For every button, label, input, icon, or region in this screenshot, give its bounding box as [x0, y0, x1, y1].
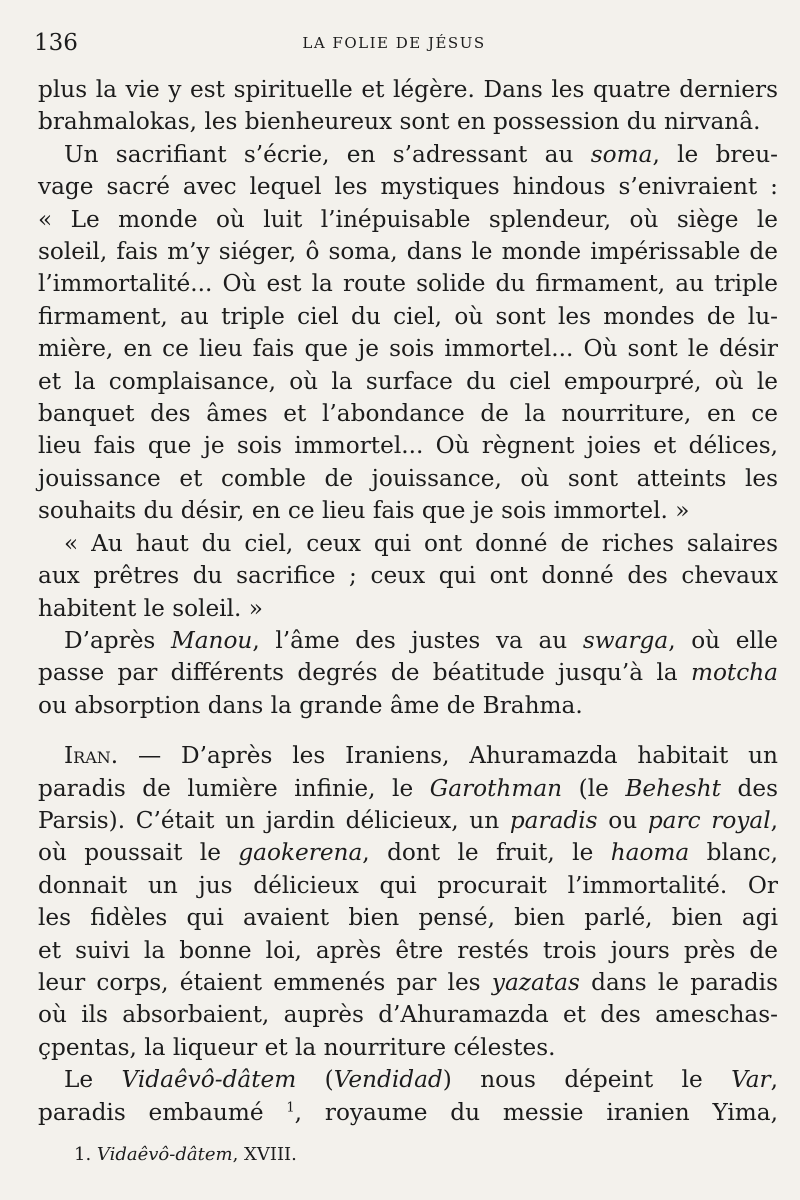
text-line — [38, 301, 778, 333]
italic-term: Var — [731, 1066, 771, 1094]
text-line — [38, 740, 778, 772]
footnote-rest: , XVIII. — [232, 1144, 297, 1165]
text-line — [38, 139, 778, 171]
italic-term: Garothman — [429, 774, 563, 802]
text-line — [38, 528, 778, 560]
text-line — [38, 74, 778, 106]
text-segment: , où elle — [668, 626, 778, 654]
text-segment: soleil, fais m’y siéger, ô soma, dans le monde impérissable de — [38, 238, 778, 266]
text-line — [38, 773, 778, 805]
text-segment: ( — [296, 1066, 334, 1094]
italic-term: Vendidad — [333, 1066, 443, 1094]
text-line — [38, 690, 778, 722]
text-segment: (le — [562, 774, 626, 802]
page-number: 136 — [34, 30, 78, 56]
italic-term: paradis — [509, 806, 598, 834]
text-line — [38, 463, 778, 495]
text-line — [38, 398, 778, 430]
footnote-title: Vidaêvô-dâtem — [96, 1144, 233, 1165]
text-segment: où poussait le — [38, 839, 239, 867]
text-segment: firmament, au triple ciel du ciel, où sont les mondes de lu- — [38, 302, 778, 330]
section-label: Iran — [64, 742, 111, 770]
text-segment: les fidèles qui avaient bien pensé, bien parlé, bien agi — [38, 904, 778, 932]
text-line — [38, 935, 778, 967]
text-line — [38, 560, 778, 592]
text-segment: , royaume du messie iranien Yima, — [294, 1098, 778, 1126]
text-segment: çpentas, la liqueur et la nourriture célestes. — [38, 1033, 556, 1061]
footnote — [74, 1144, 297, 1165]
text-line — [38, 495, 778, 527]
text-segment: « Le monde où luit l’inépuisable splendeur, où siège le — [38, 205, 778, 233]
italic-term: Behesht — [625, 774, 721, 802]
text-line — [38, 171, 778, 203]
text-line — [38, 366, 778, 398]
italic-term: Manou — [170, 626, 253, 654]
body-text — [38, 74, 778, 1129]
italic-term: swarga — [582, 626, 669, 654]
text-segment: l’immortalité... Où est la route solide du firmament, au triple — [38, 270, 778, 298]
text-line — [38, 236, 778, 268]
text-segment: brahmalokas, les bienheureux sont en possession du nirvanâ. — [38, 108, 761, 136]
italic-term: parc royal — [647, 806, 771, 834]
italic-term: yazatas — [491, 968, 580, 996]
text-segment: souhaits du désir, en ce lieu fais que je sois immortel. » — [38, 497, 690, 525]
text-segment: des — [720, 774, 778, 802]
text-segment: blanc, — [689, 839, 778, 867]
italic-term: gaokerena — [238, 839, 363, 867]
text-line — [38, 837, 778, 869]
text-line — [38, 268, 778, 300]
text-segment: aux prêtres du sacrifice ; ceux qui ont donné des chevaux — [38, 562, 778, 590]
text-line — [38, 870, 778, 902]
text-segment: , dont le fruit, le — [362, 839, 611, 867]
text-segment: habitent le soleil. » — [38, 594, 263, 622]
text-segment: et la complaisance, où la surface du ciel empourpré, où le — [38, 367, 778, 395]
text-segment: D’après — [64, 626, 171, 654]
text-segment: passe par différents degrés de béatitude jusqu’à la — [38, 659, 691, 687]
text-line — [38, 999, 778, 1031]
text-line — [38, 657, 778, 689]
text-line — [38, 805, 778, 837]
text-segment: ) nous dépeint le — [442, 1066, 732, 1094]
text-segment: Le — [64, 1066, 122, 1094]
text-segment: ou — [597, 806, 648, 834]
text-line — [38, 593, 778, 625]
text-segment: dans le paradis — [579, 968, 778, 996]
text-segment: plus la vie y est spirituelle et légère. Dans les quatre derniers — [38, 76, 778, 103]
text-line — [38, 430, 778, 462]
italic-term: Vidaêvô-dâtem — [121, 1066, 297, 1094]
running-title: LA FOLIE DE JÉSUS — [302, 34, 486, 52]
text-segment: paradis de lumière infinie, le — [38, 774, 430, 802]
text-line — [38, 204, 778, 236]
text-segment: et suivi la bonne loi, après être restés trois jours près de — [38, 936, 778, 964]
text-segment: où ils absorbaient, auprès d’Ahuramazda et des ameschas- — [38, 1001, 778, 1029]
text-line — [38, 1032, 778, 1064]
text-segment: ou absorption dans la grande âme de Brahma. — [38, 691, 583, 719]
text-segment: Un sacrifiant s’écrie, en s’adressant au — [64, 140, 591, 168]
footnote-ref: 1 — [286, 1099, 295, 1115]
text-line — [38, 106, 778, 138]
text-segment: , — [770, 806, 779, 834]
text-line — [38, 333, 778, 365]
text-segment: , le breu- — [652, 140, 779, 168]
text-line — [38, 625, 778, 657]
italic-term: haoma — [610, 839, 690, 867]
text-segment: vage sacré avec lequel les mystiques hindous s’enivraient : — [38, 173, 778, 201]
text-segment: Parsis). C’était un jardin délicieux, un — [38, 806, 510, 834]
italic-term: soma — [590, 140, 653, 168]
text-line — [38, 902, 778, 934]
text-segment: paradis embaumé — [38, 1098, 287, 1126]
text-segment: jouissance et comble de jouissance, où sont atteints les — [38, 464, 778, 492]
running-head — [28, 30, 760, 60]
text-segment: leur corps, étaient emmenés par les — [38, 968, 492, 996]
footnote-number: 1. — [74, 1144, 92, 1165]
text-segment: banquet des âmes et l’abondance de la nourriture, en ce — [38, 400, 778, 428]
text-segment: lieu fais que je sois immortel... Où règnent joies et délices, — [38, 432, 778, 460]
text-segment: . — D’après les Iraniens, Ahuramazda habitait un — [110, 742, 778, 770]
text-segment: mière, en ce lieu fais que je sois immortel... Où sont le désir — [38, 335, 778, 363]
text-segment: , — [770, 1066, 778, 1094]
text-segment: donnait un jus délicieux qui procurait l’immortalité. Or — [38, 871, 778, 899]
text-line — [38, 1064, 778, 1096]
text-segment: , l’âme des justes va au — [252, 626, 583, 654]
text-line — [38, 1097, 778, 1129]
paragraph-gap — [38, 722, 778, 740]
text-line — [38, 967, 778, 999]
text-segment: « Au haut du ciel, ceux qui ont donné de riches salaires — [64, 529, 778, 557]
italic-term: motcha — [690, 659, 778, 687]
